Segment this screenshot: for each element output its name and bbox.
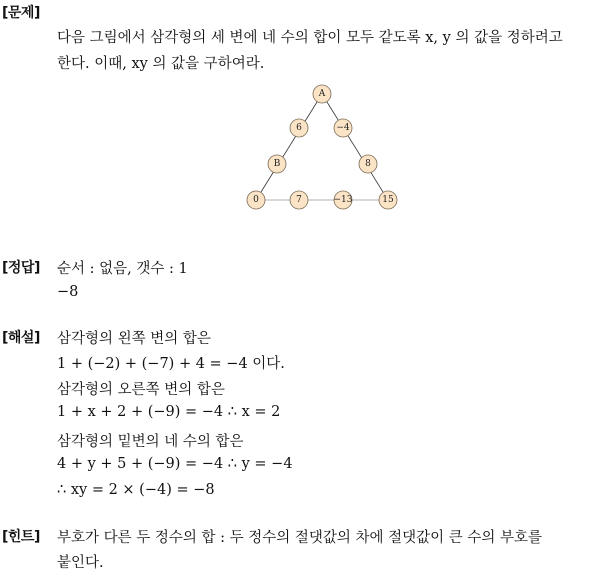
problem-text-line-2: 한다. 이때, xy 의 값을 구하여라. [57,56,265,72]
node-bottom-4 [379,191,397,209]
solution-tag: [해설] [2,330,40,346]
hint-line-1: 부호가 다른 두 정수의 합 : 두 정수의 절댓값의 차에 절댓값이 큰 수의 부호를 [57,530,543,546]
node-bottom-3 [334,191,353,209]
solution-line-1: 삼각형의 왼쪽 변의 합은 [57,331,211,347]
svg-text:6: 6 [296,123,302,133]
hint-tag: [힌트] [2,529,40,545]
solution-line-4: 1 + x + 2 + (−9) = −4 ∴ x = 2 [57,404,281,420]
node-left-lower [268,155,286,173]
solution-line-2: 1 + (−2) + (−7) + 4 = −4 이다. [57,356,285,372]
answer-order-count: 순서 : 없음, 갯수 : 1 [57,261,188,277]
node-right-lower [359,155,377,173]
svg-text:A: A [318,89,326,99]
node-right-upper [334,119,352,137]
svg-text:B: B [273,159,281,169]
svg-text:0: 0 [253,195,259,205]
node-bottom-2 [290,191,308,209]
problem-text-line-1: 다음 그림에서 삼각형의 세 변에 네 수의 합이 모두 같도록 x, y 의 값을 정하려고 [57,30,563,46]
svg-text:15: 15 [382,195,394,205]
svg-text:−13: −13 [333,195,353,205]
svg-text:7: 7 [296,195,302,205]
node-bottom-1 [247,191,265,209]
triangle-diagram [243,84,403,214]
hint-line-2: 붙인다. [57,555,104,571]
node-top [313,85,331,103]
svg-text:−4: −4 [336,123,350,133]
solution-line-3: 삼각형의 오른쪽 변의 합은 [57,382,225,398]
solution-line-6: 4 + y + 5 + (−9) = −4 ∴ y = −4 [57,456,293,472]
solution-line-7: ∴ xy = 2 × (−4) = −8 [57,482,215,498]
solution-line-5: 삼각형의 밑변의 네 수의 합은 [57,434,244,450]
answer-value: −8 [57,284,79,300]
svg-text:8: 8 [365,159,371,169]
problem-tag: [문제] [2,5,40,21]
node-left-upper [290,119,308,137]
answer-tag: [정답] [2,260,40,276]
